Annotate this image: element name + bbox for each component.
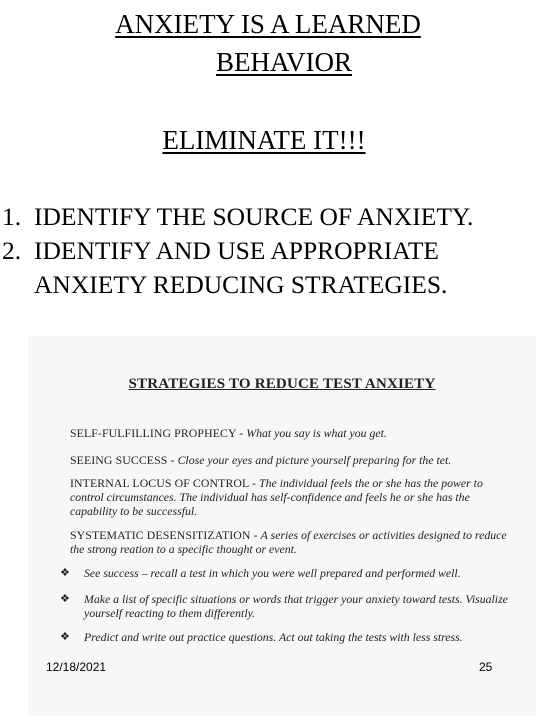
bullet-text: See success – recall a test in which you were well prepared and performed well. (84, 566, 461, 580)
subtitle: ELIMINATE IT!!! (162, 125, 366, 155)
bullet-item (60, 630, 534, 644)
strategy-entry (70, 453, 510, 467)
strategy-definition: A series of exercises or activities designed to reduce the strong reation to a specific thought or event. (70, 528, 507, 556)
strategy-entry (70, 476, 510, 518)
footer-date: 12/18/2021 (46, 660, 107, 674)
step-item (0, 200, 540, 234)
step-text: IDENTIFY AND USE APPROPRIATE (34, 236, 439, 265)
bullet-item (60, 592, 534, 620)
scan-title: STRATEGIES TO REDUCE TEST ANXIETY (128, 376, 436, 392)
strategy-entry (70, 426, 510, 440)
bullet-item (60, 566, 534, 580)
step-text: IDENTIFY THE SOURCE OF ANXIETY. (34, 202, 474, 231)
steps-list (0, 200, 540, 302)
diamond-bullet-icon: ❖ (60, 567, 70, 579)
strategy-term: SEEING SUCCESS - (70, 453, 178, 467)
strategy-term: SELF-FULFILLING PROPHECY - (70, 426, 247, 440)
strategy-entry (70, 528, 510, 556)
strategy-definition: What you say is what you get. (246, 426, 387, 440)
diamond-bullet-icon: ❖ (60, 631, 70, 643)
page-number: 25 (479, 660, 493, 674)
step-number: 2. (2, 236, 22, 265)
strategy-definition: The individual feels the or she has the power to control circumstances. The individual has self-confidence and feels he or she has the capability to be successful. (70, 476, 483, 518)
title-line-1: ANXIETY IS A LEARNED (115, 9, 421, 39)
step-item (0, 234, 540, 302)
strategy-term: SYSTEMATIC DESENSITIZATION - (70, 528, 261, 542)
title-line-2: BEHAVIOR (215, 47, 352, 77)
strategy-definition: Close your eyes and picture yourself preparing for the tet. (177, 453, 452, 467)
bullet-text: Predict and write out practice questions. Act out taking the tests with less stress. (84, 630, 463, 644)
diamond-bullet-icon: ❖ (60, 593, 70, 605)
scanned-strategies-image (28, 336, 536, 716)
bullet-text: Make a list of specific situations or words that trigger your anxiety toward tests. Visualize yourself reacting to them differently. (84, 592, 508, 620)
step-number: 1. (2, 202, 22, 231)
strategy-term: INTERNAL LOCUS OF CONTROL - (70, 476, 260, 490)
step-text-continued: ANXIETY REDUCING STRATEGIES. (34, 270, 448, 299)
